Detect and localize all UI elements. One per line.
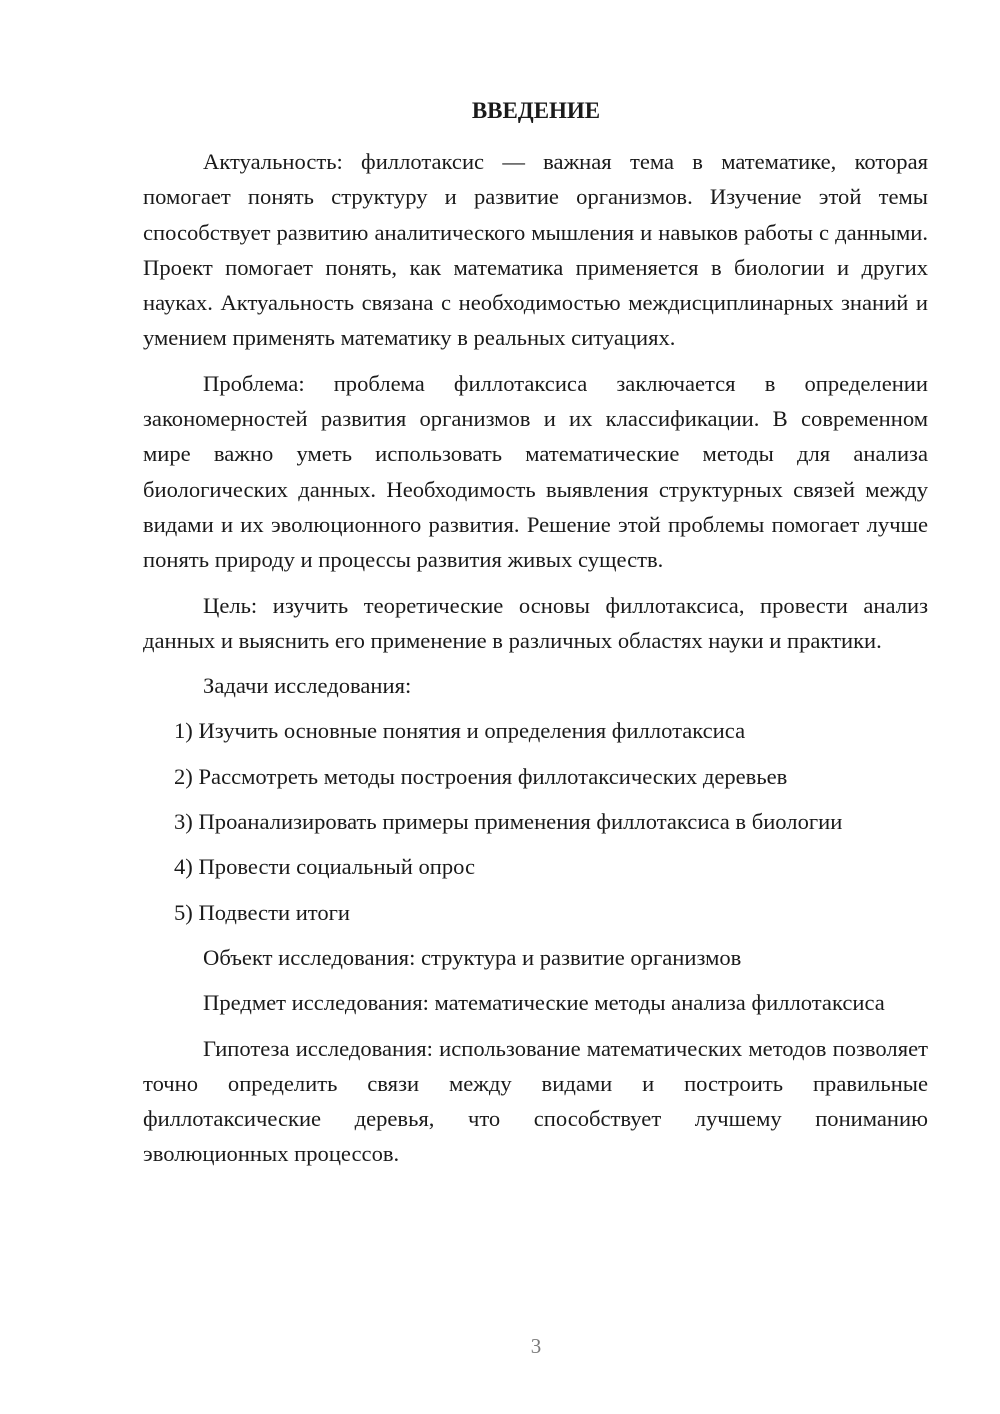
- body-text: [143, 144, 928, 1182]
- subject-paragraph: Предмет исследования: математические методы анализа филлотаксиса: [203, 990, 885, 1016]
- relevance-paragraph: Актуальность: филлотаксис — важная тема в математике, которая помогает понять структуру и развитие организмов. Изучение этой темы способствует развитию аналитического мышления и навыков работы с данными. Проект помогает понять, как математика применяется в биологии и других науках. Актуальность связана с необходимостью междисциплинарных знаний и умением применять математику в реальных ситуациях.: [143, 149, 928, 351]
- list-item: 4) Провести социальный опрос: [174, 854, 476, 880]
- tasks-intro: Задачи исследования:: [203, 673, 412, 699]
- object-paragraph: Объект исследования: структура и развитие организмов: [203, 944, 742, 970]
- goal-paragraph: Цель: изучить теоретические основы филлотаксиса, провести анализ данных и выяснить его применение в различных областях науки и практики.: [143, 592, 928, 653]
- page-title: ВВЕДЕНИЕ: [471, 98, 601, 123]
- problem-paragraph: Проблема: проблема филлотаксиса заключается в определении закономерностей развития организмов и их классификации. В современном мире важно уметь использовать математические методы для анализа биологических данных. Необходимость выявления структурных связей между видами и их эволюционного развития. Решение этой проблемы помогает лучше понять природу и процессы развития живых существ.: [143, 370, 928, 573]
- hypothesis-paragraph: Гипотеза исследования: использование математических методов позволяет точно определить связи между видами и построить правильные филлотаксические деревья, что способствует лучшему пониманию эволюционных процессов.: [143, 1035, 928, 1167]
- tasks-list: [143, 713, 928, 929]
- list-item: 1) Изучить основные понятия и определения филлотаксиса: [174, 718, 746, 744]
- page-number: 3: [530, 1334, 542, 1358]
- list-item: 3) Проанализировать примеры применения филлотаксиса в биологии: [174, 809, 843, 835]
- list-item: 5) Подвести итоги: [174, 899, 351, 925]
- list-item: 2) Рассмотреть методы построения филлотаксических деревьев: [174, 763, 788, 789]
